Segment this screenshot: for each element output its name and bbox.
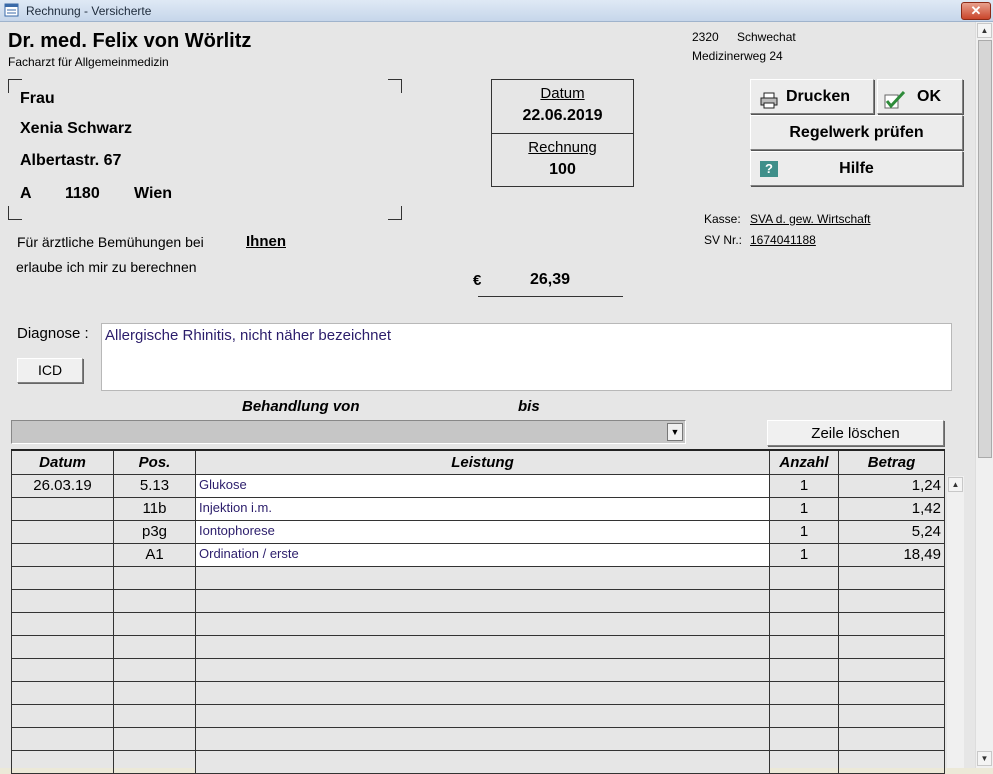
invoice-number-section	[492, 134, 633, 187]
cell-leistung[interactable]	[196, 658, 770, 681]
chevron-down-icon[interactable]: ▼	[667, 423, 683, 441]
cell-pos[interactable]	[114, 704, 196, 727]
invoice-number-label: Rechnung	[528, 139, 597, 156]
invoice-info-box	[491, 79, 634, 187]
recipient-name: Xenia Schwarz	[20, 120, 133, 137]
invoice-date: 22.06.2019	[522, 107, 603, 124]
cell-datum[interactable]	[12, 727, 114, 750]
cell-pos[interactable]	[114, 635, 196, 658]
cell-datum[interactable]	[12, 497, 114, 520]
cell-betrag[interactable]	[839, 727, 945, 750]
help-label: Hilfe	[839, 160, 874, 177]
sv-label: SV Nr.:	[704, 233, 743, 247]
doctor-street: Medizinerweg 24	[692, 49, 783, 63]
cell-pos[interactable]: p3g	[114, 520, 196, 543]
cell-datum[interactable]	[12, 750, 114, 773]
cell-anzahl[interactable]: 1	[770, 497, 839, 520]
cell-leistung[interactable]: Iontophorese	[196, 520, 770, 543]
treatment-select[interactable]	[11, 420, 686, 444]
doctor-zip: 2320	[692, 30, 719, 44]
sv-number-link[interactable]: 1674041188	[750, 233, 816, 247]
doctor-specialty: Facharzt für Allgemeinmedizin	[8, 55, 169, 69]
check-rules-button[interactable]: Regelwerk prüfen	[750, 115, 963, 150]
recipient-zip: 1180	[65, 185, 100, 202]
cell-betrag[interactable]	[839, 750, 945, 773]
cell-anzahl[interactable]	[770, 727, 839, 750]
recipient-country: A	[20, 185, 32, 202]
cell-betrag[interactable]	[839, 658, 945, 681]
delete-row-button[interactable]: Zeile löschen	[767, 420, 944, 446]
cell-pos[interactable]	[114, 566, 196, 589]
invoice-date-section	[492, 80, 633, 133]
cell-leistung[interactable]: Injektion i.m.	[196, 497, 770, 520]
cell-betrag[interactable]: 1,42	[839, 497, 945, 520]
table-row[interactable]	[12, 612, 945, 635]
cell-pos[interactable]	[114, 589, 196, 612]
table-row[interactable]	[12, 474, 945, 497]
table-row[interactable]	[12, 727, 945, 750]
invoice-number: 100	[549, 161, 576, 178]
scrollbar-thumb[interactable]	[978, 40, 992, 458]
cell-pos[interactable]	[114, 681, 196, 704]
intro-line2: erlaube ich mir zu berechnen	[16, 259, 197, 275]
cell-betrag[interactable]	[839, 635, 945, 658]
print-label: Drucken	[786, 88, 851, 105]
cell-pos[interactable]	[114, 612, 196, 635]
total-underline	[478, 296, 623, 297]
cell-anzahl[interactable]: 1	[770, 520, 839, 543]
window-title: Rechnung - Versicherte	[26, 4, 152, 18]
cell-leistung[interactable]	[196, 635, 770, 658]
cell-anzahl[interactable]	[770, 589, 839, 612]
address-corner	[388, 79, 402, 93]
cell-pos[interactable]: 11b	[114, 497, 196, 520]
cell-betrag[interactable]	[839, 612, 945, 635]
diagnosis-label: Diagnose :	[17, 325, 89, 342]
table-row[interactable]	[12, 658, 945, 681]
services-table	[11, 449, 945, 774]
table-row[interactable]	[12, 750, 945, 773]
window-titlebar	[0, 0, 993, 22]
column-header-anzahl[interactable]: Anzahl	[770, 450, 839, 474]
cell-datum[interactable]	[12, 704, 114, 727]
table-row[interactable]	[12, 681, 945, 704]
cell-leistung[interactable]	[196, 727, 770, 750]
column-header-betrag[interactable]: Betrag	[839, 450, 945, 474]
table-row[interactable]	[12, 520, 945, 543]
cell-datum[interactable]	[12, 612, 114, 635]
print-button[interactable]	[750, 79, 874, 114]
table-row[interactable]	[12, 566, 945, 589]
cell-datum[interactable]	[12, 658, 114, 681]
table-header-row	[12, 450, 945, 474]
kasse-link[interactable]: SVA d. gew. Wirtschaft	[750, 212, 871, 226]
cell-leistung[interactable]	[196, 566, 770, 589]
doctor-name: Dr. med. Felix von Wörlitz	[8, 30, 252, 52]
form-icon	[4, 3, 20, 18]
recipient-street: Albertastr. 67	[20, 152, 122, 169]
cell-anzahl[interactable]	[770, 658, 839, 681]
address-corner	[8, 206, 22, 220]
treatment-to-label: bis	[518, 398, 540, 415]
table-row[interactable]	[12, 589, 945, 612]
help-button[interactable]	[750, 151, 963, 186]
cell-datum[interactable]	[12, 520, 114, 543]
treatment-from-label: Behandlung von	[242, 398, 360, 415]
column-header-leistung[interactable]: Leistung	[196, 450, 770, 474]
cell-pos[interactable]: A1	[114, 543, 196, 566]
address-corner	[388, 206, 402, 220]
invoice-date-label: Datum	[540, 85, 585, 102]
question-icon: ?	[760, 161, 778, 177]
cell-anzahl[interactable]	[770, 612, 839, 635]
intro-target-link[interactable]: Ihnen	[246, 233, 286, 250]
kasse-label: Kasse:	[704, 212, 741, 226]
table-row[interactable]	[12, 543, 945, 566]
diagnosis-field[interactable]: Allergische Rhinitis, nicht näher bezeichnet	[101, 323, 952, 391]
window-scrollbar[interactable]	[975, 22, 993, 768]
cell-betrag[interactable]: 1,24	[839, 474, 945, 497]
cell-anzahl[interactable]	[770, 566, 839, 589]
cell-pos[interactable]: 5.13	[114, 474, 196, 497]
close-button[interactable]: ✕	[961, 2, 991, 20]
icd-button[interactable]: ICD	[17, 358, 83, 383]
cell-betrag[interactable]	[839, 589, 945, 612]
cell-datum[interactable]	[12, 635, 114, 658]
cell-pos[interactable]	[114, 727, 196, 750]
ok-button[interactable]	[877, 79, 963, 114]
cell-leistung[interactable]	[196, 589, 770, 612]
cell-leistung[interactable]	[196, 681, 770, 704]
cell-betrag[interactable]: 5,24	[839, 520, 945, 543]
cell-datum[interactable]: 26.03.19	[12, 474, 114, 497]
cell-betrag[interactable]: 18,49	[839, 543, 945, 566]
cell-anzahl[interactable]: 1	[770, 474, 839, 497]
table-scrollbar[interactable]	[947, 476, 964, 768]
intro-line1: Für ärztliche Bemühungen bei	[17, 234, 204, 250]
cell-betrag[interactable]	[839, 681, 945, 704]
cell-pos[interactable]	[114, 658, 196, 681]
currency-symbol: €	[473, 272, 482, 289]
cell-leistung[interactable]	[196, 612, 770, 635]
scroll-up-icon[interactable]: ▲	[977, 23, 992, 38]
cell-leistung[interactable]: Glukose	[196, 474, 770, 497]
cell-betrag[interactable]	[839, 566, 945, 589]
column-header-datum[interactable]: Datum	[12, 450, 114, 474]
cell-pos[interactable]	[114, 750, 196, 773]
cell-anzahl[interactable]	[770, 704, 839, 727]
table-row[interactable]	[12, 497, 945, 520]
ok-label: OK	[917, 88, 941, 105]
column-header-pos[interactable]: Pos.	[114, 450, 196, 474]
invoice-total: 26,39	[530, 271, 571, 288]
cell-anzahl[interactable]	[770, 635, 839, 658]
cell-datum[interactable]	[12, 589, 114, 612]
scroll-down-icon[interactable]: ▼	[977, 751, 992, 766]
cell-leistung[interactable]	[196, 750, 770, 773]
table-row[interactable]	[12, 704, 945, 727]
doctor-city: Schwechat	[737, 30, 796, 44]
cell-anzahl[interactable]: 1	[770, 543, 839, 566]
table-row[interactable]	[12, 635, 945, 658]
cell-datum[interactable]	[12, 543, 114, 566]
cell-anzahl[interactable]	[770, 750, 839, 773]
recipient-city: Wien	[134, 185, 173, 202]
cell-betrag[interactable]	[839, 704, 945, 727]
cell-datum[interactable]	[12, 566, 114, 589]
cell-datum[interactable]	[12, 681, 114, 704]
cell-leistung[interactable]	[196, 704, 770, 727]
recipient-salutation: Frau	[20, 90, 55, 107]
scroll-up-icon[interactable]: ▲	[948, 477, 963, 492]
cell-leistung[interactable]: Ordination / erste	[196, 543, 770, 566]
cell-anzahl[interactable]	[770, 681, 839, 704]
